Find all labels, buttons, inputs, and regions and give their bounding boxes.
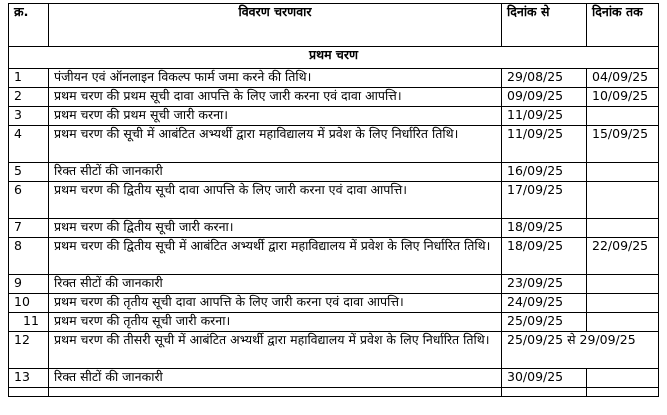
table-row [9,88,659,107]
row-description: प्रथम चरण की द्वितीय सूची दावा आपत्ति के लिए जारी करना एवं दावा आपत्ति। [49,182,502,219]
row-to-date [587,294,659,313]
row-from-date: 24/09/25 [502,294,587,313]
row-from-date: 17/09/25 [502,182,587,219]
row-from-date: 11/09/25 [502,107,587,126]
row-date-range: 25/09/25 से 29/09/25 [502,332,659,369]
table-row-partial [9,388,659,397]
description-header: विवरण चरणवार [49,4,502,47]
row-description: प्रथम चरण की तृतीय सूची दावा आपत्ति के लिए जारी करना एवं दावा आपत्ति। [49,294,502,313]
table-row [9,126,659,163]
table-row [9,69,659,88]
row-description: प्रथम चरण की तृतीय सूची जारी करना। [49,313,502,332]
row-from-date: 16/09/25 [502,163,587,182]
header-row [9,4,659,47]
table-row [9,238,659,275]
row-number: 1 [9,69,49,88]
row-to-date [587,163,659,182]
row-from-date: 30/09/25 [502,369,587,388]
section-row [9,47,659,69]
table-row [9,294,659,313]
row-from-date: 09/09/25 [502,88,587,107]
partial-cell [502,388,587,397]
row-to-date [587,107,659,126]
row-to-date [587,313,659,332]
serial-header: क्र. [9,4,49,47]
row-to-date: 15/09/25 [587,126,659,163]
table-row [9,332,659,369]
row-number: 9 [9,275,49,294]
row-to-date [587,182,659,219]
row-number: 8 [9,238,49,275]
schedule-table [8,3,659,397]
row-number: 3 [9,107,49,126]
partial-cell [587,388,659,397]
from-date-header: दिनांक से [502,4,587,47]
table-row [9,369,659,388]
section-title: प्रथम चरण [9,47,659,69]
partial-cell [9,388,49,397]
table-row [9,107,659,126]
row-from-date: 11/09/25 [502,126,587,163]
table-row [9,182,659,219]
table-row [9,275,659,294]
row-number: 5 [9,163,49,182]
table-row [9,219,659,238]
row-from-date: 18/09/25 [502,238,587,275]
row-description: रिक्त सीटों की जानकारी [49,163,502,182]
row-from-date: 29/08/25 [502,69,587,88]
partial-cell [49,388,502,397]
row-to-date: 10/09/25 [587,88,659,107]
to-date-header: दिनांक तक [587,4,659,47]
row-description: प्रथम चरण की सूची में आबंटित अभ्यर्थी द्वारा महाविद्यालय में प्रवेश के लिए निर्धारित तिथि। [49,126,502,163]
row-description: प्रथम चरण की द्वितीय सूची जारी करना। [49,219,502,238]
row-to-date [587,369,659,388]
row-number: 13 [9,369,49,388]
row-description: रिक्त सीटों की जानकारी [49,275,502,294]
row-from-date: 23/09/25 [502,275,587,294]
row-to-date [587,275,659,294]
row-number: 7 [9,219,49,238]
row-number: 4 [9,126,49,163]
row-number: 6 [9,182,49,219]
row-description: प्रथम चरण की द्वितीय सूची में आबंटित अभ्यर्थी द्वारा महाविद्यालय में प्रवेश के लिए निर्धारित तिथि। [49,238,502,275]
row-description: प्रथम चरण की प्रथम सूची जारी करना। [49,107,502,126]
row-number: 2 [9,88,49,107]
row-number: 11 [9,313,49,332]
row-to-date: 22/09/25 [587,238,659,275]
row-number: 10 [9,294,49,313]
row-description: पंजीयन एवं ऑनलाइन विकल्प फार्म जमा करने की तिथि। [49,69,502,88]
table-row [9,313,659,332]
row-number: 12 [9,332,49,369]
row-description: प्रथम चरण की प्रथम सूची दावा आपत्ति के लिए जारी करना एवं दावा आपत्ति। [49,88,502,107]
row-from-date: 18/09/25 [502,219,587,238]
row-description: रिक्त सीटों की जानकारी [49,369,502,388]
row-from-date: 25/09/25 [502,313,587,332]
row-to-date [587,219,659,238]
table-row [9,163,659,182]
row-description: प्रथम चरण की तीसरी सूची में आबंटित अभ्यर्थी द्वारा महाविद्यालय में प्रवेश के लिए निर्धारित तिथि। [49,332,502,369]
row-to-date: 04/09/25 [587,69,659,88]
